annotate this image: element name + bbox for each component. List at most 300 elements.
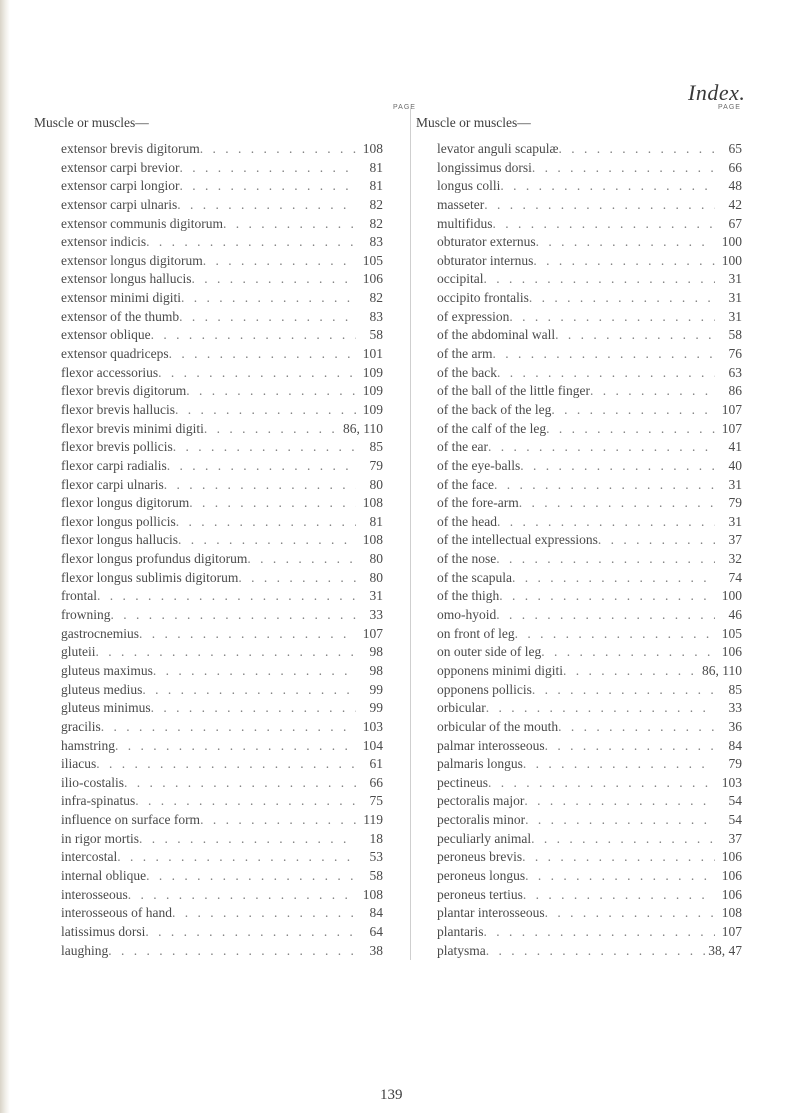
index-entry (61, 830, 383, 849)
entry-page: 109 (362, 401, 383, 417)
index-column-right (410, 104, 746, 960)
entry-page: 84 (369, 905, 383, 921)
entry-page: 108 (362, 886, 383, 902)
leader-dots (483, 270, 715, 289)
page-title: Index. (688, 80, 746, 105)
leader-dots (522, 848, 715, 867)
entry-name: multifidus (437, 215, 493, 231)
index-entry (61, 774, 383, 793)
entry-page: 63 (728, 364, 742, 380)
entry-name: obturator internus (437, 252, 534, 268)
leader-dots (558, 718, 715, 737)
leader-dots (128, 886, 356, 905)
leader-dots (142, 681, 356, 700)
index-entry (61, 606, 383, 625)
entry-name: gluteus maximus (61, 662, 153, 678)
index-entry (61, 755, 383, 774)
index-entry (61, 382, 383, 401)
entry-page: 86, 110 (702, 662, 742, 678)
entry-page: 61 (369, 756, 383, 772)
entry-page: 106 (721, 867, 742, 883)
leader-dots (558, 140, 715, 159)
entry-page: 108 (362, 532, 383, 548)
index-entry (61, 699, 383, 718)
leader-dots (179, 177, 356, 196)
leader-dots (146, 867, 356, 886)
index-entry (61, 718, 383, 737)
leader-dots (177, 196, 356, 215)
leader-dots (484, 923, 716, 942)
entry-name: extensor longus digitorum (61, 252, 203, 268)
entry-name: orbicular of the mouth (437, 718, 559, 734)
entry-page: 83 (369, 308, 383, 324)
leader-dots (178, 531, 356, 550)
entry-name: gastrocnemius (61, 625, 139, 641)
section-heading: Muscle or muscles— (416, 115, 531, 130)
index-entry (437, 513, 742, 532)
leader-dots (175, 401, 356, 420)
index-entry (437, 792, 742, 811)
index-entry (61, 513, 383, 532)
entry-name: influence on surface form (61, 812, 201, 828)
entry-name: longus colli (437, 178, 501, 194)
entry-page: 86 (728, 383, 742, 399)
entry-name: of the fore-arm (437, 495, 519, 511)
entry-name: peculiarly animal (437, 830, 532, 846)
entry-name: of the intellectual expressions (437, 532, 598, 548)
entry-page: 48 (728, 178, 742, 194)
leader-dots (179, 159, 356, 178)
entry-page: 58 (728, 327, 742, 343)
entry-page: 79 (728, 756, 742, 772)
index-entry (61, 811, 383, 830)
entry-name: extensor indicis (61, 234, 147, 250)
entry-page: 103 (362, 718, 383, 734)
entry-page: 107 (721, 923, 742, 939)
entry-name: extensor oblique (61, 327, 151, 343)
index-entry (61, 886, 383, 905)
leader-dots (204, 420, 340, 439)
entry-page: 31 (728, 290, 742, 306)
entry-name: in rigor mortis (61, 830, 139, 846)
leader-dots (167, 457, 356, 476)
leader-dots (96, 755, 356, 774)
leader-dots (101, 718, 356, 737)
entry-page: 41 (728, 439, 742, 455)
section-heading: Muscle or muscles— (34, 115, 149, 130)
entry-page: 99 (369, 700, 383, 716)
entry-page: 46 (728, 607, 742, 623)
index-entry (437, 270, 742, 289)
entry-name: occipital (437, 271, 484, 287)
entry-name: opponens minimi digiti (437, 662, 564, 678)
entry-name: of expression (437, 308, 510, 324)
index-entry (61, 270, 383, 289)
entry-name: longissimus dorsi (437, 159, 532, 175)
leader-dots (545, 737, 715, 756)
entry-page: 38 (369, 942, 383, 958)
leader-dots (200, 140, 356, 159)
index-entry (437, 848, 742, 867)
entry-name: flexor carpi ulnaris (61, 476, 164, 492)
leader-dots (203, 252, 356, 271)
entry-name: extensor communis digitorum (61, 215, 223, 231)
index-entry (61, 345, 383, 364)
index-entry (437, 699, 742, 718)
entry-page: 108 (362, 495, 383, 511)
index-entry (437, 569, 742, 588)
entry-page: 80 (369, 569, 383, 585)
entry-name: pectineus (437, 774, 488, 790)
leader-dots (96, 643, 357, 662)
entry-name: of the ball of the little finger (437, 383, 590, 399)
entry-page: 85 (369, 439, 383, 455)
page-edge-shadow (0, 0, 10, 1113)
leader-dots (172, 904, 356, 923)
entry-name: of the scapula (437, 569, 512, 585)
entry-name: flexor brevis pollicis (61, 439, 173, 455)
entry-page: 119 (363, 812, 383, 828)
leader-dots (497, 513, 715, 532)
entry-name: flexor brevis minimi digiti (61, 420, 204, 436)
index-entry (61, 401, 383, 420)
entry-page: 67 (728, 215, 742, 231)
entry-page: 18 (369, 830, 383, 846)
index-entry (61, 550, 383, 569)
leader-dots (135, 792, 356, 811)
entry-name: palmar interosseous (437, 737, 545, 753)
leader-dots (523, 755, 715, 774)
entry-page: 75 (369, 793, 383, 809)
index-entry (61, 587, 383, 606)
index-entry (437, 140, 742, 159)
entry-name: interosseous of hand (61, 905, 172, 921)
entry-name: extensor longus hallucis (61, 271, 192, 287)
entry-name: frowning (61, 607, 111, 623)
entry-name: peroneus brevis (437, 849, 523, 865)
entry-page: 99 (369, 681, 383, 697)
leader-dots (536, 233, 715, 252)
index-entry (61, 494, 383, 513)
entry-page: 32 (728, 551, 742, 567)
entry-name: extensor of the thumb (61, 308, 180, 324)
index-entry (61, 438, 383, 457)
entry-page: 66 (728, 159, 742, 175)
leader-dots (484, 196, 715, 215)
leader-dots (520, 457, 715, 476)
entry-name: extensor quadriceps (61, 346, 169, 362)
index-entry (61, 420, 383, 439)
index-entry (61, 942, 383, 961)
entry-page: 37 (728, 830, 742, 846)
leader-dots (158, 364, 356, 383)
entry-page: 104 (362, 737, 383, 753)
leader-dots (515, 625, 715, 644)
entry-page: 65 (728, 141, 742, 156)
entry-name: of the back of the leg (437, 401, 552, 417)
leader-dots (545, 904, 715, 923)
entry-page: 36 (728, 718, 742, 734)
entry-name: pectoralis minor (437, 812, 526, 828)
index-entry (61, 326, 383, 345)
entry-name: flexor brevis hallucis (61, 401, 175, 417)
index-entry (61, 904, 383, 923)
index-entry (437, 420, 742, 439)
entry-name: extensor brevis digitorum (61, 141, 200, 156)
entry-name: gluteus minimus (61, 700, 151, 716)
leader-dots (492, 345, 715, 364)
leader-dots (493, 215, 715, 234)
entry-list (58, 140, 410, 960)
entry-name: laughing (61, 942, 109, 958)
entry-name: flexor longus sublimis digitorum (61, 569, 239, 585)
entry-name: flexor longus pollicis (61, 513, 176, 529)
index-entry (437, 923, 742, 942)
entry-name: infra-spinatus (61, 793, 136, 809)
entry-page: 107 (721, 401, 742, 417)
leader-dots (525, 811, 715, 830)
index-entry (61, 215, 383, 234)
index-entry (437, 886, 742, 905)
leader-dots (512, 569, 715, 588)
index-entry (61, 252, 383, 271)
index-entry (61, 159, 383, 178)
index-entry (437, 942, 742, 961)
entry-page: 33 (728, 700, 742, 716)
entry-page: 83 (369, 234, 383, 250)
entry-page: 54 (728, 793, 742, 809)
leader-dots (532, 159, 715, 178)
entry-page: 31 (728, 476, 742, 492)
index-column-left (34, 104, 416, 960)
entry-name: extensor minimi digiti (61, 290, 181, 306)
entry-page: 82 (369, 290, 383, 306)
leader-dots (176, 513, 356, 532)
index-entry (437, 401, 742, 420)
leader-dots (532, 681, 715, 700)
page-column-heading: PAGE (718, 104, 741, 111)
entry-page: 106 (721, 644, 742, 660)
index-entry (61, 848, 383, 867)
index-entry (61, 140, 383, 159)
entry-page: 80 (369, 551, 383, 567)
index-entry (437, 867, 742, 886)
index-entry (61, 625, 383, 644)
index-entry (437, 196, 742, 215)
leader-dots (189, 494, 356, 513)
leader-dots (486, 699, 715, 718)
leader-dots (531, 830, 715, 849)
index-entry (61, 737, 383, 756)
index-entry (437, 233, 742, 252)
entry-page: 100 (721, 588, 742, 604)
entry-page: 31 (728, 513, 742, 529)
leader-dots (524, 792, 715, 811)
leader-dots (111, 606, 357, 625)
leader-dots (555, 326, 715, 345)
index-entry (437, 476, 742, 495)
entry-page: 109 (362, 364, 383, 380)
leader-dots (529, 289, 715, 308)
index-entry (437, 438, 742, 457)
entry-name: intercostal (61, 849, 118, 865)
entry-page: 76 (728, 346, 742, 362)
entry-page: 86, 110 (343, 420, 383, 436)
index-entry (61, 569, 383, 588)
leader-dots (186, 382, 356, 401)
page-column-heading: PAGE (393, 104, 416, 111)
entry-name: on front of leg (437, 625, 515, 641)
entry-page: 100 (721, 234, 742, 250)
entry-name: internal oblique (61, 867, 147, 883)
leader-dots (494, 476, 715, 495)
index-entry (437, 774, 742, 793)
entry-page: 37 (728, 532, 742, 548)
entry-page: 80 (369, 476, 383, 492)
entry-page: 108 (362, 141, 383, 156)
leader-dots (97, 587, 356, 606)
entry-name: omo-hyoid (437, 607, 497, 623)
index-entry (437, 681, 742, 700)
leader-dots (153, 662, 356, 681)
entry-page: 38, 47 (708, 942, 742, 958)
entry-name: of the back (437, 364, 497, 380)
entry-page: 81 (369, 159, 383, 175)
index-entry (437, 737, 742, 756)
entry-name: orbicular (437, 700, 486, 716)
entry-page: 31 (728, 271, 742, 287)
leader-dots (546, 420, 715, 439)
entry-name: extensor carpi ulnaris (61, 196, 178, 212)
entry-page: 33 (369, 607, 383, 623)
index-entry (437, 830, 742, 849)
entry-name: extensor carpi brevior (61, 159, 180, 175)
leader-dots (164, 476, 356, 495)
leader-dots (496, 606, 715, 625)
entry-page: 103 (721, 774, 742, 790)
entry-name: flexor longus digitorum (61, 495, 190, 511)
leader-dots (223, 215, 356, 234)
entry-page: 42 (728, 196, 742, 212)
leader-dots (590, 382, 715, 401)
leader-dots (151, 699, 356, 718)
leader-dots (563, 662, 699, 681)
leader-dots (500, 177, 715, 196)
entry-name: gluteus medius (61, 681, 143, 697)
entry-name: of the face (437, 476, 494, 492)
entry-page: 31 (728, 308, 742, 324)
index-entry (437, 382, 742, 401)
index-entry (437, 662, 742, 681)
leader-dots (179, 308, 356, 327)
index-entry (437, 345, 742, 364)
entry-page: 64 (369, 923, 383, 939)
entry-name: extensor carpi longior (61, 178, 180, 194)
entry-name: frontal (61, 588, 97, 604)
entry-name: plantaris (437, 923, 484, 939)
entry-name: of the ear (437, 439, 488, 455)
entry-page: 105 (362, 252, 383, 268)
leader-dots (488, 438, 715, 457)
leader-dots (551, 401, 715, 420)
entry-page: 40 (728, 457, 742, 473)
index-entry (61, 196, 383, 215)
entry-page: 98 (369, 662, 383, 678)
leader-dots (541, 643, 715, 662)
entry-name: gluteii (61, 644, 96, 660)
entry-page: 101 (362, 346, 383, 362)
entry-page: 107 (721, 420, 742, 436)
entry-name: hamstring (61, 737, 115, 753)
leader-dots (200, 811, 356, 830)
index-entry (61, 457, 383, 476)
entry-name: pectoralis major (437, 793, 525, 809)
index-entry (437, 159, 742, 178)
entry-name: on outer side of leg (437, 644, 542, 660)
leader-dots (523, 886, 715, 905)
entry-page: 105 (721, 625, 742, 641)
entry-name: of the arm (437, 346, 493, 362)
leader-dots (247, 550, 356, 569)
index-entry (437, 252, 742, 271)
entry-name: peroneus tertius (437, 886, 523, 902)
entry-name: of the nose (437, 551, 497, 567)
entry-page: 98 (369, 644, 383, 660)
index-entry (437, 215, 742, 234)
entry-name: iliacus (61, 756, 97, 772)
leader-dots (191, 270, 356, 289)
entry-page: 84 (728, 737, 742, 753)
leader-dots (115, 737, 356, 756)
index-entry (437, 643, 742, 662)
entry-page: 106 (721, 886, 742, 902)
entry-page: 109 (362, 383, 383, 399)
entry-page: 82 (369, 215, 383, 231)
index-entry (437, 718, 742, 737)
index-entry (61, 681, 383, 700)
entry-page: 106 (721, 849, 742, 865)
entry-page: 108 (721, 905, 742, 921)
entry-page: 79 (728, 495, 742, 511)
leader-dots (145, 923, 356, 942)
entry-name: flexor carpi radialis (61, 457, 167, 473)
index-entry (437, 904, 742, 923)
entry-page: 82 (369, 196, 383, 212)
entry-page: 53 (369, 849, 383, 865)
index-entry (61, 662, 383, 681)
leader-dots (124, 774, 356, 793)
index-entry (437, 494, 742, 513)
index-entry (437, 587, 742, 606)
leader-dots (139, 625, 356, 644)
entry-page: 58 (369, 867, 383, 883)
index-entry (437, 531, 742, 550)
entry-name: of the thigh (437, 588, 500, 604)
leader-dots (598, 531, 715, 550)
entry-name: of the head (437, 513, 497, 529)
entry-name: latissimus dorsi (61, 923, 146, 939)
index-entry (61, 308, 383, 327)
leader-dots (181, 289, 356, 308)
index-entry (437, 811, 742, 830)
leader-dots (499, 587, 715, 606)
leader-dots (533, 252, 715, 271)
leader-dots (146, 233, 356, 252)
entry-name: obturator externus (437, 234, 536, 250)
entry-name: ilio-costalis (61, 774, 124, 790)
leader-dots (238, 569, 356, 588)
index-entry (437, 364, 742, 383)
